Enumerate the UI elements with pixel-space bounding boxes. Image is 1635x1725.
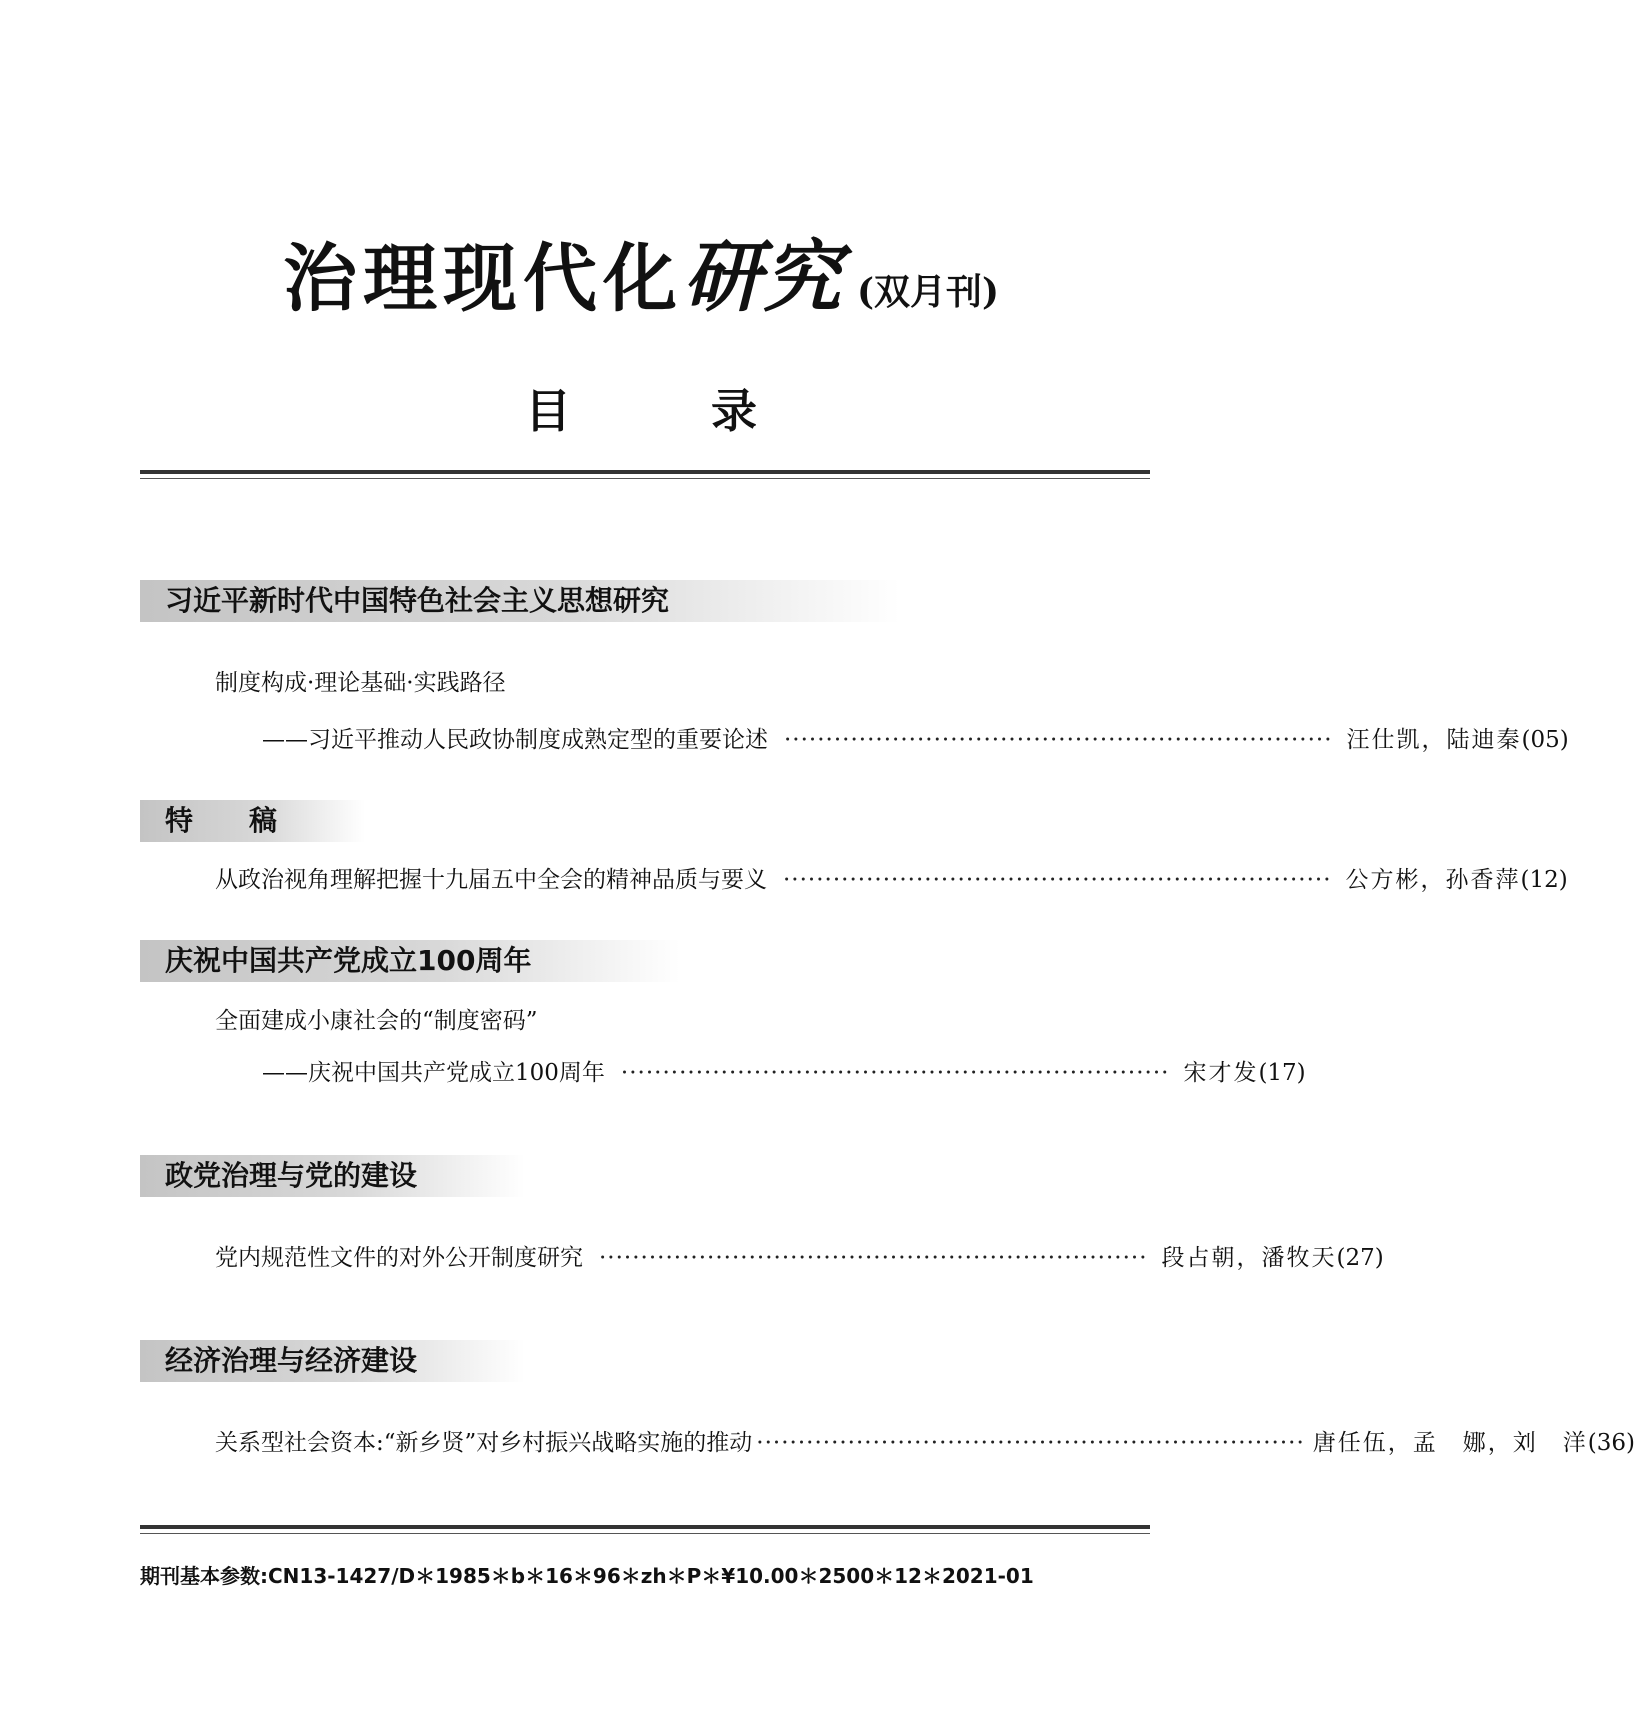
toc-entry[interactable]: [262, 1055, 1306, 1091]
leader-dots: ··································································: [756, 1430, 1305, 1456]
section-heading-special: 特 稿: [140, 800, 365, 842]
toc-entry[interactable]: [215, 862, 1568, 898]
toc-entry[interactable]: [215, 1425, 1635, 1461]
journal-title-calligraphy: 研究: [682, 232, 843, 323]
section-heading-xi-thought: 习近平新时代中国特色社会主义思想研究: [140, 580, 900, 622]
entry-page: (05): [1521, 727, 1569, 753]
entry-title: 关系型社会资本:“新乡贤”对乡村振兴战略实施的推动: [215, 1430, 753, 1456]
entry-page: (27): [1336, 1245, 1384, 1271]
entry-authors: 唐任伍，孟 娜，刘 洋: [1312, 1430, 1588, 1456]
entry-authors: 段占朝，潘牧天: [1161, 1245, 1337, 1271]
leader-dots: ··································································: [620, 1060, 1170, 1086]
footer-divider: [140, 1525, 1150, 1529]
journal-masthead: [0, 215, 1282, 327]
toc-entry[interactable]: [215, 1240, 1384, 1276]
entry-page: (17): [1258, 1060, 1306, 1086]
leader-dots: ··································································: [599, 1245, 1148, 1271]
entry-authors: 公方彬，孙香萍: [1345, 867, 1521, 893]
section-heading-economic-governance: 经济治理与经济建设: [140, 1340, 525, 1382]
entry-title[interactable]: 制度构成·理论基础·实践路径: [215, 670, 506, 696]
entry-authors: 宋才发: [1183, 1060, 1259, 1086]
journal-frequency: (双月刊): [856, 271, 1000, 313]
leader-dots: ··································································: [784, 727, 1333, 753]
toc-entry[interactable]: [262, 722, 1569, 758]
section-heading-cpc-100: 庆祝中国共产党成立100周年: [140, 940, 680, 982]
header-divider: [140, 470, 1150, 474]
entry-subtitle: ——庆祝中国共产党成立100周年: [262, 1060, 605, 1086]
journal-title-main: 治理现代化: [282, 236, 683, 322]
entry-page: (12): [1520, 867, 1568, 893]
entry-title: 从政治视角理解把握十九届五中全会的精神品质与要义: [215, 867, 767, 893]
toc-title: 目录: [525, 384, 897, 438]
entry-title: 党内规范性文件的对外公开制度研究: [215, 1245, 583, 1271]
entry-authors: 汪仕凯，陆迪秦: [1346, 727, 1522, 753]
entry-subtitle: ——习近平推动人民政协制度成熟定型的重要论述: [262, 727, 768, 753]
leader-dots: ··································································: [783, 867, 1332, 893]
section-heading-party-governance: 政党治理与党的建设: [140, 1155, 525, 1197]
entry-title[interactable]: 全面建成小康社会的“制度密码”: [215, 1008, 538, 1034]
entry-page: (36): [1587, 1430, 1635, 1456]
journal-parameters: 期刊基本参数:CN13-1427/D＊1985＊b＊16＊96＊zh＊P＊¥10.00＊2500＊12＊2021-01: [140, 1564, 1034, 1588]
